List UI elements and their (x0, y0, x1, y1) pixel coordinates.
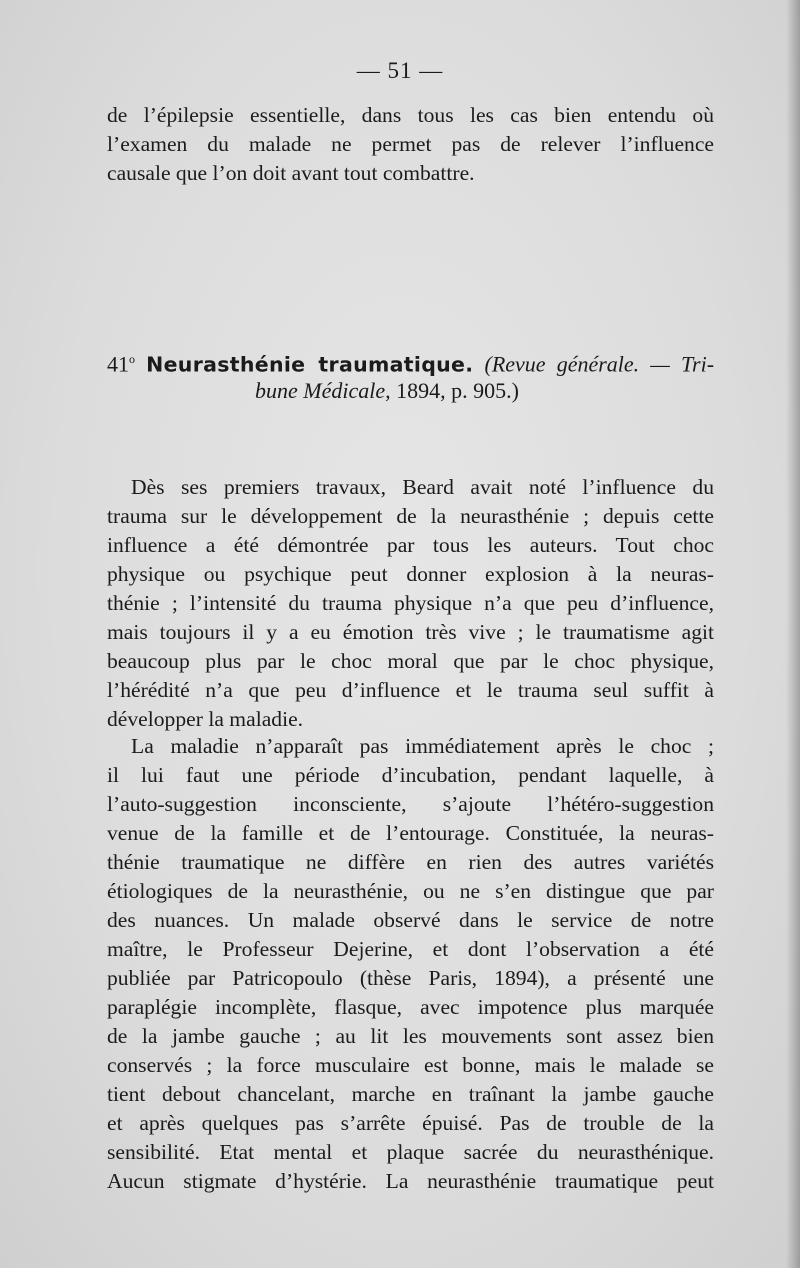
text-line: et après quelques pas s’arrête épuisé. Pas de trouble de la (107, 1111, 714, 1135)
text-line: de la jambe gauche ; au lit les mouvements sont assez bien (107, 1024, 714, 1048)
text-line: beaucoup plus par le choc moral que par le choc physique, (107, 649, 714, 673)
text-line: tient debout chancelant, marche en traînant la jambe gauche (107, 1082, 714, 1106)
text-line: l’auto-suggestion inconsciente, s’ajoute l’hétéro-suggestion (107, 792, 714, 816)
text-line: publiée par Patricopoulo (thèse Paris, 1894), a présenté une (107, 966, 714, 990)
heading-line-1 (107, 344, 714, 375)
text-line: mais toujours il y a eu émotion très vive ; le traumatisme agit (107, 620, 714, 644)
text-line: trauma sur le développement de la neurasthénie ; depuis cette (107, 504, 714, 528)
text-line: Dès ses premiers travaux, Beard avait noté l’influence du (131, 475, 714, 499)
text-line: paraplégie incomplète, flasque, avec impotence plus marquée (107, 995, 714, 1019)
heading-line-2 (107, 375, 714, 406)
text-line: l’examen du malade ne permet pas de relever l’influence (107, 132, 714, 156)
text-line: sensibilité. Etat mental et plaque sacrée du neurasthénique. (107, 1140, 714, 1164)
text-line: thénie traumatique ne diffère en rien des autres variétés (107, 850, 714, 874)
section-source-cont: bune Médicale, (255, 378, 391, 403)
section-year-page: 1894, p. 905.) (390, 378, 519, 403)
text-line: physique ou psychique peut donner explosion à la neuras- (107, 562, 714, 586)
paragraph-2 (107, 732, 714, 1196)
text-line: La maladie n’apparaît pas immédiatement après le choc ; (131, 734, 714, 758)
section-title: Neurasthénie traumatique. (146, 352, 474, 377)
paragraph-1 (107, 473, 714, 734)
text-line: conservés ; la force musculaire est bonne, mais le malade se (107, 1053, 714, 1077)
text-line: venue de la famille et de l’entourage. Constituée, la neuras- (107, 821, 714, 845)
text-line: de l’épilepsie essentielle, dans tous les cas bien entendu où (107, 103, 714, 127)
text-line: développer la maladie. (107, 707, 304, 731)
section-heading (107, 344, 714, 406)
text-line: des nuances. Un malade observé dans le service de notre (107, 908, 714, 932)
text-line: causale que l’on doit avant tout combattre. (107, 161, 475, 185)
section-number: 41 (107, 351, 129, 377)
intro-paragraph (107, 101, 714, 188)
text-line: thénie ; l’intensité du trauma physique n’a que peu d’influence, (107, 591, 714, 615)
section-number-degree: o (129, 352, 135, 366)
text-line: l’hérédité n’a que peu d’influence et le trauma seul suffit à (107, 678, 714, 702)
text-line: étiologiques de la neurasthénie, ou ne s’en distingue que par (107, 879, 714, 903)
text-line: il lui faut une période d’incubation, pendant laquelle, à (107, 763, 714, 787)
page-edge-shadow (786, 0, 800, 1268)
text-line: maître, le Professeur Dejerine, et dont l’observation a été (107, 937, 714, 961)
text-line: influence a été démontrée par tous les auteurs. Tout choc (107, 533, 714, 557)
section-source: (Revue générale. — Tri- (484, 351, 715, 377)
page-number: — 51 — (356, 58, 444, 83)
text-line: Aucun stigmate d’hystérie. La neurasthénie traumatique peut (107, 1169, 714, 1193)
